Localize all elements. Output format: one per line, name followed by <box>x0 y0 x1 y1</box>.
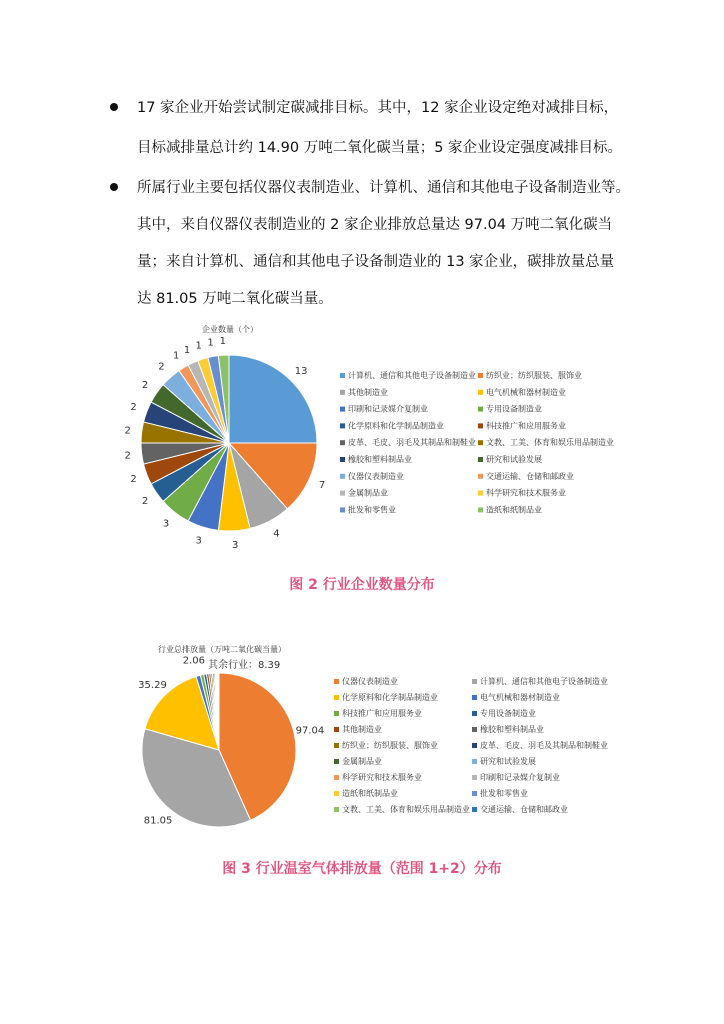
legend-label: 专用设备制造业 <box>486 404 542 414</box>
legend-label: 皮革、毛皮、羽毛及其制品和制鞋业 <box>348 438 476 448</box>
other-industries-label: 其余行业：8.39 <box>208 660 281 671</box>
legend-label: 造纸和纸制品业 <box>486 505 542 515</box>
legend-swatch <box>340 507 345 512</box>
legend-swatch <box>478 491 483 496</box>
pie-data-label: 3 <box>162 518 170 530</box>
figure-2-caption: 图 2 行业企业数量分布 <box>289 577 435 593</box>
legend-swatch <box>472 695 477 700</box>
legend-swatch <box>334 711 339 716</box>
legend-label: 印刷和记录媒介复制业 <box>348 404 428 414</box>
pie-data-label: 1 <box>219 336 226 348</box>
legend-label: 计算机、通信和其他电子设备制造业 <box>348 371 476 380</box>
legend-label: 批发和零售业 <box>480 789 528 798</box>
legend-label: 金属制品业 <box>342 757 382 766</box>
legend-label: 交通运输、仓储和邮政业 <box>486 471 574 481</box>
legend-label: 纺织业；纺织服装、服饰业 <box>486 371 582 380</box>
legend-swatch <box>478 440 483 445</box>
legend-swatch <box>472 791 477 796</box>
legend-label: 批发和零售业 <box>348 505 396 515</box>
pie-data-label: 35.29 <box>138 680 167 691</box>
legend-label: 仪器仪表制造业 <box>348 471 404 481</box>
pie-data-label: 13 <box>294 365 308 377</box>
chart-title: 行业总排放量（万吨二氧化碳当量） <box>158 645 286 654</box>
legend-label: 文教、工美、体育和娱乐用品制造业 <box>342 805 470 814</box>
pie-data-label: 2.06 <box>182 655 206 667</box>
legend-label: 金属制品业 <box>348 488 388 498</box>
legend-swatch <box>472 727 477 732</box>
legend-label: 专用设备制造业 <box>480 709 536 718</box>
pie-data-label: 81.05 <box>143 815 173 827</box>
legend-label: 电气机械和器材制造业 <box>486 387 566 397</box>
paragraph-line: 量；来自计算机、通信和其他电子设备制造业的 13 家企业，碳排放量总量 <box>137 254 615 270</box>
pie-data-label: 2 <box>124 450 131 462</box>
legend-swatch <box>340 491 345 496</box>
legend-swatch <box>472 679 477 684</box>
legend-swatch <box>334 727 339 732</box>
bullet-icon <box>110 103 118 111</box>
legend-swatch <box>340 423 345 428</box>
pie-data-label: 1 <box>183 345 191 356</box>
legend-label: 科学研究和技术服务业 <box>342 773 422 782</box>
legend-label: 科学研究和技术服务业 <box>486 488 566 498</box>
paragraph-line: 达 81.05 万吨二氧化碳当量。 <box>137 291 333 307</box>
legend-swatch <box>472 807 477 812</box>
legend-label: 印刷和记录媒介复制业 <box>480 773 560 782</box>
legend-swatch <box>340 440 345 445</box>
legend-label: 皮革、毛皮、羽毛及其制品和制鞋业 <box>480 741 608 750</box>
legend-swatch <box>478 474 483 479</box>
legend-label: 其他制造业 <box>342 725 382 734</box>
legend-label: 计算机、通信和其他电子设备制造业 <box>480 677 608 686</box>
legend-swatch <box>340 390 345 395</box>
pie-data-label: 3 <box>195 535 202 547</box>
legend-swatch <box>340 407 345 412</box>
legend-label: 橡胶和塑料制品业 <box>480 725 544 734</box>
pie-data-label: 2 <box>124 425 131 437</box>
pie-data-label: 2 <box>158 361 165 373</box>
pie-data-label: 2 <box>141 495 149 507</box>
legend-swatch <box>334 775 339 780</box>
pie-data-label: 2 <box>130 474 137 486</box>
pie-data-label: 1 <box>195 340 202 352</box>
legend-swatch <box>472 775 477 780</box>
legend-label: 橡胶和塑料制品业 <box>348 455 412 464</box>
legend-label: 化学原料和化学制品制造业 <box>342 693 438 702</box>
paragraph-line: 17 家企业开始尝试制定碳减排目标。其中，12 家企业设定绝对减排目标， <box>137 100 619 116</box>
paragraph-line: 目标减排量总计约 14.90 万吨二氧化碳当量；5 家企业设定强度减排目标。 <box>137 140 623 156</box>
pie-data-label: 2 <box>130 401 137 413</box>
legend-swatch <box>334 759 339 764</box>
legend-label: 仪器仪表制造业 <box>342 677 398 686</box>
pie-data-label: 7 <box>318 479 326 491</box>
legend-swatch <box>478 390 483 395</box>
bullet-icon <box>110 183 118 191</box>
legend-swatch <box>478 507 483 512</box>
legend-swatch <box>472 711 477 716</box>
pie-data-label: 2 <box>141 380 149 392</box>
legend-swatch <box>334 695 339 700</box>
legend-swatch <box>334 679 339 684</box>
industry-company-count-pie-chart <box>0 320 724 560</box>
legend-label: 其他制造业 <box>348 387 388 397</box>
legend-swatch <box>472 759 477 764</box>
legend-swatch <box>334 807 339 812</box>
pie-data-label: 97.04 <box>295 725 325 737</box>
legend-label: 造纸和纸制品业 <box>342 789 398 798</box>
pie-data-label: 1 <box>207 337 214 349</box>
legend-swatch <box>478 373 483 378</box>
legend-swatch <box>478 423 483 428</box>
legend-swatch <box>478 407 483 412</box>
legend-label: 研究和试验发展 <box>486 455 542 464</box>
chart-title: 企业数量（个） <box>202 325 258 334</box>
legend-swatch <box>340 457 345 462</box>
industry-emissions-pie-chart <box>0 640 724 840</box>
legend-label: 科技推广和应用服务业 <box>342 709 422 718</box>
figure-3-caption: 图 3 行业温室气体排放量（范围 1+2）分布 <box>222 861 502 877</box>
pie-data-label: 1 <box>173 350 180 362</box>
paragraph-line: 所属行业主要包括仪器仪表制造业、计算机、通信和其他电子设备制造业等。 <box>137 180 630 196</box>
legend-swatch <box>478 457 483 462</box>
legend-swatch <box>334 791 339 796</box>
legend-label: 交通运输、仓储和邮政业 <box>480 805 568 814</box>
pie-data-label: 4 <box>273 528 280 540</box>
legend-label: 纺织业；纺织服装、服饰业 <box>342 741 438 750</box>
pie-data-label: 3 <box>232 539 239 551</box>
legend-swatch <box>472 743 477 748</box>
paragraph-line: 其中，来自仪器仪表制造业的 2 家企业排放总量达 97.04 万吨二氧化碳当 <box>137 217 613 233</box>
legend-label: 研究和试验发展 <box>480 757 536 766</box>
legend-swatch <box>334 743 339 748</box>
legend-label: 电气机械和器材制造业 <box>480 693 560 702</box>
legend-label: 文教、工美、体育和娱乐用品制造业 <box>486 438 614 448</box>
legend-label: 化学原料和化学制品制造业 <box>348 421 444 431</box>
legend-swatch <box>340 373 345 378</box>
legend-swatch <box>340 474 345 479</box>
legend-label: 科技推广和应用服务业 <box>486 421 566 431</box>
